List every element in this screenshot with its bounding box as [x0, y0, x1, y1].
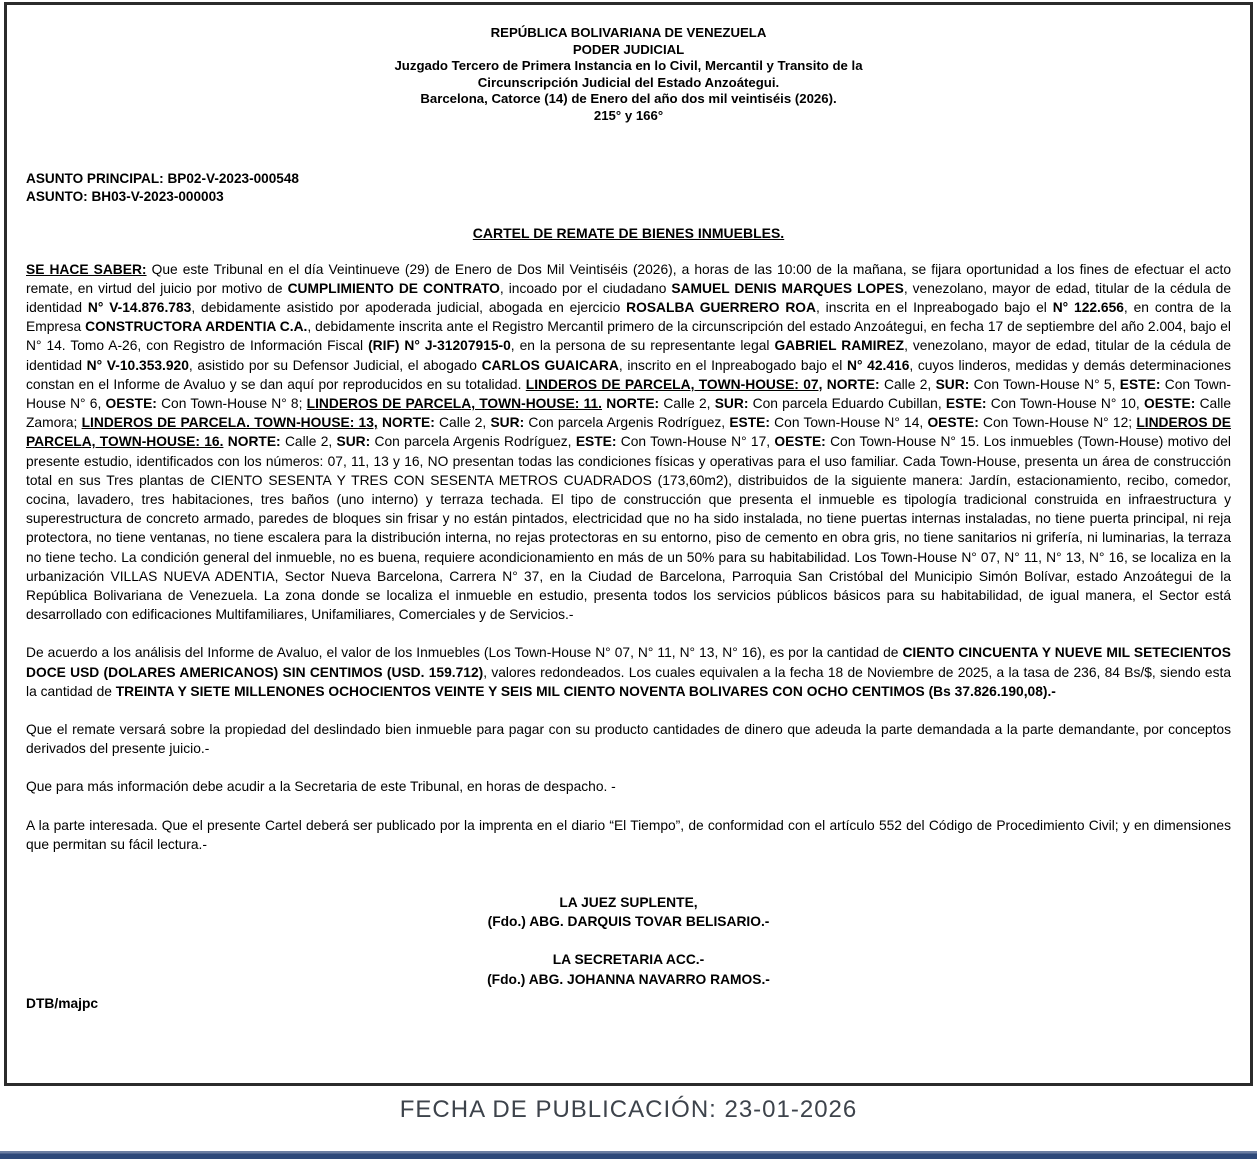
secretary-name: (Fdo.) ABG. JOHANNA NAVARRO RAMOS.- [487, 971, 770, 987]
bottom-blue-bar [0, 1151, 1257, 1159]
letterhead-line-anniversary: 215° y 166° [593, 107, 664, 123]
signature-block [26, 893, 1231, 989]
paragraph-publicacion-cartel: A la parte interesada. Que el presente Cartel deberá ser publicado por la imprenta en el diario “El Tiempo”, de conformidad con el artículo 552 del Código de Procedimiento Civil; y en dimensiones que permitan su fácil lectura.- [26, 817, 1231, 852]
judge-name: (Fdo.) ABG. DARQUIS TOVAR BELISARIO.- [487, 914, 770, 930]
letterhead-line-branch: PODER JUDICIAL [572, 41, 685, 57]
clerk-initials: DTB/majpc [26, 995, 99, 1011]
secretary-title: LA SECRETARIA ACC.- [552, 952, 705, 968]
letterhead-line-court-2: Circunscripción Judicial del Estado Anzoátegui. [477, 74, 780, 90]
letterhead-line-city-date: Barcelona, Catorce (14) de Enero del año dos mil veintiséis (2026). [420, 91, 837, 107]
case-numbers [26, 170, 1231, 207]
signature-gap [26, 931, 1231, 950]
case-number-principal: ASUNTO PRINCIPAL: BP02-V-2023-000548 [26, 170, 299, 186]
paragraph-objeto-remate: Que el remate versará sobre la propiedad del deslindado bien inmueble para pagar con su producto cantidades de dinero que adeuda la parte demandada a la parte demandante, por conceptos derivados del presente juicio.- [26, 722, 1231, 757]
judge-title: LA JUEZ SUPLENTE, [559, 895, 698, 911]
paragraph-mas-informacion: Que para más información debe acudir a la Secretaria de este Tribunal, en horas de despacho. - [26, 779, 616, 795]
court-letterhead [26, 25, 1231, 125]
document-title: CARTEL DE REMATE DE BIENES INMUEBLES. [472, 224, 785, 241]
paragraph-se-hace-saber: SE HACE SABER: Que este Tribunal en el día Veintinueve (29) de Enero de Dos Mil Veintiséis (2026), a horas de las 10:00 de la mañana, se fijara oportunidad a los fines de efectuar el acto remate, en virtud del juicio por motivo de CUMPLIMIENTO DE CONTRATO, incoado por el ciudadano SAMUEL DENIS MARQUES LOPES, venezolano, mayor de edad, titular de la cédula de identidad N° V-14.876.783, debidamente asistido por apoderada judicial, abogada en ejercicio ROSALBA GUERRERO ROA, inscrita en el Inpreabogado bajo el N° 122.656, en contra de la Empresa CONSTRUCTORA ARDENTIA C.A., debidamente inscrita ante el Registro Mercantil primero de la circunscripción del estado Anzoátegui, en fecha 17 de septiembre del año 2.004, bajo el N° 14. Tomo A-26, con Registro de Información Fiscal (RIF) N° J-31207915-0, en la persona de su representante legal GABRIEL RAMIREZ, venezolano, mayor de edad, titular de la cédula de identidad N° V-10.353.920, asistido por su Defensor Judicial, el abogado CARLOS GUAICARA, inscrito en el Inpreabogado bajo el N° 42.416, cuyos linderos, medidas y demás determinaciones constan en el Informe de Avaluo y se dan aquí por reproducidos en su totalidad. LINDEROS DE PARCELA, TOWN-HOUSE: 07, NORTE: Calle 2, SUR: Con Town-House N° 5, ESTE: Con Town-House N° 6, OESTE: Con Town-House N° 8; LINDEROS DE PARCELA, TOWN-HOUSE: 11. NORTE: Calle 2, SUR: Con parcela Eduardo Cubillan, ESTE: Con Town-House N° 10, OESTE: Calle Zamora; LINDEROS DE PARCELA. TOWN-HOUSE: 13, NORTE: Calle 2, SUR: Con parcela Argenis Rodríguez, ESTE: Con Town-House N° 14, OESTE: Con Town-House N° 12; LINDEROS DE PARCELA, TOWN-HOUSE: 16. NORTE: Calle 2, SUR: Con parcela Argenis Rodríguez, ESTE: Con Town-House N° 17, OESTE: Con Town-House N° 15. Los inmuebles (Town-House) motivo del presente estudio, identificados con los números: 07, 11, 13 y 16, NO presentan todas las condiciones físicas y operativas para el uso familiar. Cada Town-House, presenta un área de construcción total en sus Tres plantas de CIENTO SESENTA Y TRES CON SESENTA METROS CUADRADOS (173,60m2), distribuidos de la siguiente manera: Jardín, estacionamiento, recibo, comedor, cocina, lavadero, tres habitaciones, tres baños (uno interno) y terraza techada. El tipo de construcción que presenta el inmueble es tipología tradicional construida en infraestructura y superestructura de concreto armado, paredes de bloques sin frisar y no están pintados, electricidad que no ha sido instalada, no tiene puertas internas instaladas, no tiene puerta principal, ni reja protectora, no tiene ventanas, no tiene escalera para la distribución interna, no rejas protectoras en su entorno, piso de cemento en obra gris, no tiene sanitarios ni grifería, ni luminarias, la terraza no tiene techo. La condición general del inmueble, no es buena, requiere acondicionamiento en más de un 50% para su habitabilidad. Los Town-House N° 07, N° 11, N° 13, N° 16, se localiza en la urbanización VILLAS NUEVA ADENTIA, Sector Nueva Barcelona, Carrera N° 37, en la Ciudad de Barcelona, Parroquia San Cristóbal del Municipio Simón Bolívar, estado Anzoátegui de la República Bolivariana de Venezuela. La zona donde se localiza el inmueble en estudio, presenta todos los servicios públicos básicos para su habitabilidad, de igual manera, el Sector está desarrollado con edificaciones Multifamiliares, Unifamiliares, Comerciales y de Servicios.- [26, 261, 1232, 623]
letterhead-line-court-1: Juzgado Tercero de Primera Instancia en lo Civil, Mercantil y Transito de la [394, 58, 863, 74]
paragraph-valor-inmuebles: De acuerdo a los análisis del Informe de Avaluo, el valor de los Inmuebles (Los Town-House N° 07, N° 11, N° 13, N° 16), es por la cantidad de CIENTO CINCUENTA Y NUEVE MIL SETECIENTOS DOCE USD (DOLARES AMERICANOS) SIN CENTIMOS (USD. 159.712), valores redondeados. Los cuales equivalen a la fecha 18 de Noviembre de 2025, a la tasa de 236, 84 Bs/$, siendo esta la cantidad de TREINTA Y SIETE MILLENONES OCHOCIENTOS VEINTE Y SEIS MIL CIENTO NOVENTA BOLIVARES CON OCHO CENTIMOS (Bs 37.826.190,08).- [26, 645, 1231, 699]
case-number-asunto: ASUNTO: BH03-V-2023-000003 [26, 189, 224, 205]
document-border-box [4, 2, 1253, 1086]
letterhead-line-country: REPÚBLICA BOLIVARIANA DE VENEZUELA [490, 25, 767, 40]
publication-date: FECHA DE PUBLICACIÓN: 23-01-2026 [399, 1096, 858, 1123]
